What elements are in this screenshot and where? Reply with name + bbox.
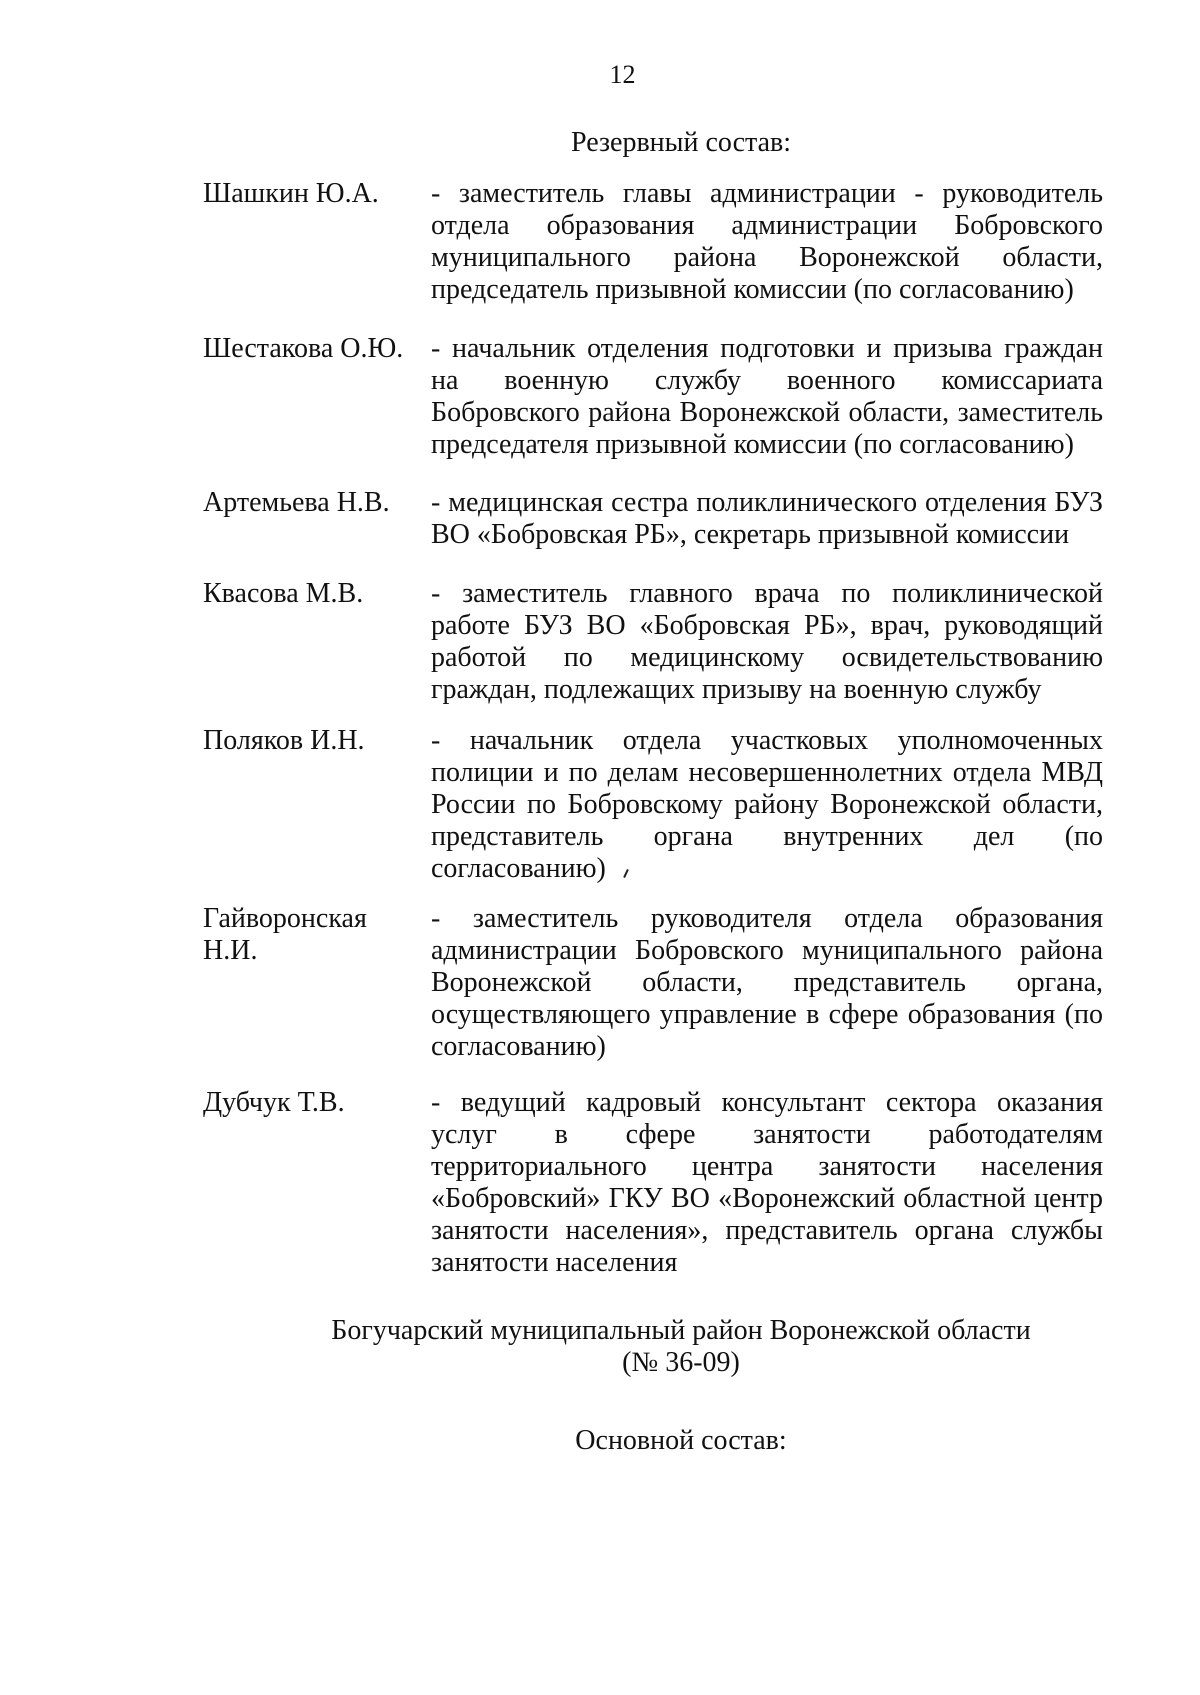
member-name: Артемьева Н.В.: [203, 487, 390, 518]
member-role: - заместитель главы администрации - руководитель отдела образования администрации Бобровского муниципального района Воронежской области, председатель призывной комиссии (по согласованию): [431, 178, 1103, 305]
page-number: 12: [609, 60, 636, 89]
member-name: Гайворонская Н.И.: [203, 903, 367, 966]
member-name: Квасова М.В.: [203, 578, 364, 609]
district-name: Богучарский муниципальный район Воронежской области: [331, 1315, 1031, 1346]
member-name: Поляков И.Н.: [203, 725, 365, 756]
member-role: - заместитель руководителя отдела образования администрации Бобровского муниципального района Воронежской области, представитель органа, осуществляющего управление в сфере образования (по согласованию): [431, 903, 1103, 1062]
member-name: Шашкин Ю.А.: [203, 178, 379, 209]
reserve-composition-heading: Резервный состав:: [570, 127, 792, 158]
member-role: - медицинская сестра поликлинического отделения БУЗ ВО «Бобровская РБ», секретарь призывной комиссии: [431, 487, 1103, 550]
member-name: Дубчук Т.В.: [203, 1087, 345, 1118]
member-name: Шестакова О.Ю.: [203, 333, 404, 364]
member-role: - заместитель главного врача по поликлинической работе БУЗ ВО «Бобровская РБ», врач, руководящий работой по медицинскому освидетельствованию граждан, подлежащих призыву на военную службу: [431, 578, 1103, 705]
member-role: - начальник отделения подготовки и призыва граждан на военную службу военного комиссариата Бобровского района Воронежской области, заместитель председателя призывной комиссии (по согласованию): [431, 333, 1103, 460]
member-role: - ведущий кадровый консультант сектора оказания услуг в сфере занятости работодателям территориального центра занятости населения «Бобровский» ГКУ ВО «Воронежский областной центр занятости населения», представитель органа службы занятости населения: [431, 1087, 1103, 1278]
district-code: (№ 36-09): [622, 1347, 740, 1378]
main-composition-heading: Основной состав:: [575, 1425, 787, 1456]
district-heading: [120, 1315, 1200, 1379]
member-role: - начальник отдела участковых уполномоченных полиции и по делам несовершеннолетних отдела МВД России по Бобровскому району Воронежской области, представитель органа внутренних дел (по согласованию): [431, 725, 1103, 884]
